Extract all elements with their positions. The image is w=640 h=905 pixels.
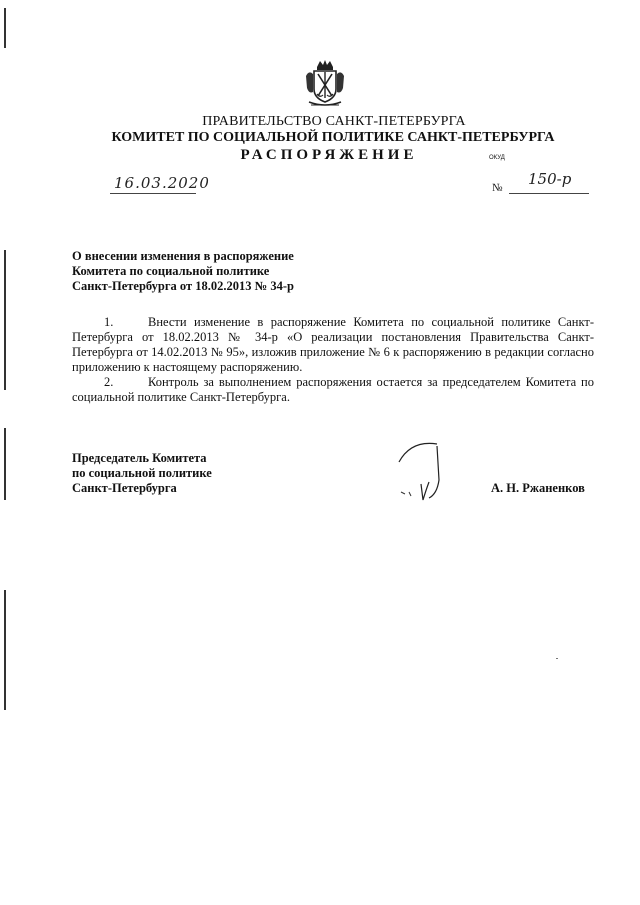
signatory-title bbox=[72, 451, 212, 496]
coat-of-arms-icon bbox=[303, 58, 347, 108]
date-underline bbox=[110, 193, 196, 194]
subject-line: Комитета по социальной политике bbox=[72, 264, 270, 278]
scan-edge-mark bbox=[4, 428, 6, 500]
number-underline bbox=[509, 193, 589, 194]
document-type-title: РАСПОРЯЖЕНИЕ bbox=[240, 147, 418, 163]
item-number: 2. bbox=[104, 375, 114, 389]
item-number: 1. bbox=[104, 315, 114, 329]
body-item bbox=[72, 315, 594, 375]
okud-label: ОКУД bbox=[489, 155, 505, 161]
handwritten-number: 150-р bbox=[528, 170, 572, 188]
signatory-title-line: по социальной политике bbox=[72, 466, 212, 480]
signatory-title-line: Санкт-Петербурга bbox=[72, 481, 177, 495]
body-item bbox=[72, 375, 594, 405]
handwritten-date: 16.03.2020 bbox=[114, 174, 210, 192]
scan-edge-mark bbox=[4, 250, 6, 390]
number-label: № bbox=[492, 182, 503, 194]
handwritten-signature bbox=[393, 432, 453, 507]
government-title: ПРАВИТЕЛЬСТВО САНКТ-ПЕТЕРБУРГА bbox=[202, 114, 466, 129]
document-subject bbox=[72, 249, 294, 294]
scan-speck bbox=[556, 658, 558, 659]
item-text: Контроль за выполнением распоряжения остается за председателем Комитета по социальной политике Санкт-Петербурга. bbox=[72, 375, 594, 404]
item-text: Внести изменение в распоряжение Комитета по социальной политике Санкт-Петербурга от 18.02.2013 № 34-р «О реализации постановления Правительства Санкт-Петербурга от 14.02.2013 № 95», изложив приложение № 6 к распоряжению в редакции согласно приложению к настоящему распоряжению. bbox=[72, 315, 594, 374]
signatory-name: А. Н. Ржаненков bbox=[491, 481, 585, 495]
subject-line: О внесении изменения в распоряжение bbox=[72, 249, 294, 263]
scan-edge-mark bbox=[4, 8, 6, 48]
document-body bbox=[72, 315, 594, 405]
subject-line: Санкт-Петербурга от 18.02.2013 № 34-р bbox=[72, 279, 294, 293]
scan-edge-mark bbox=[4, 590, 6, 710]
signatory-title-line: Председатель Комитета bbox=[72, 451, 207, 465]
committee-title: КОМИТЕТ ПО СОЦИАЛЬНОЙ ПОЛИТИКЕ САНКТ-ПЕТЕРБУРГА bbox=[111, 130, 555, 145]
